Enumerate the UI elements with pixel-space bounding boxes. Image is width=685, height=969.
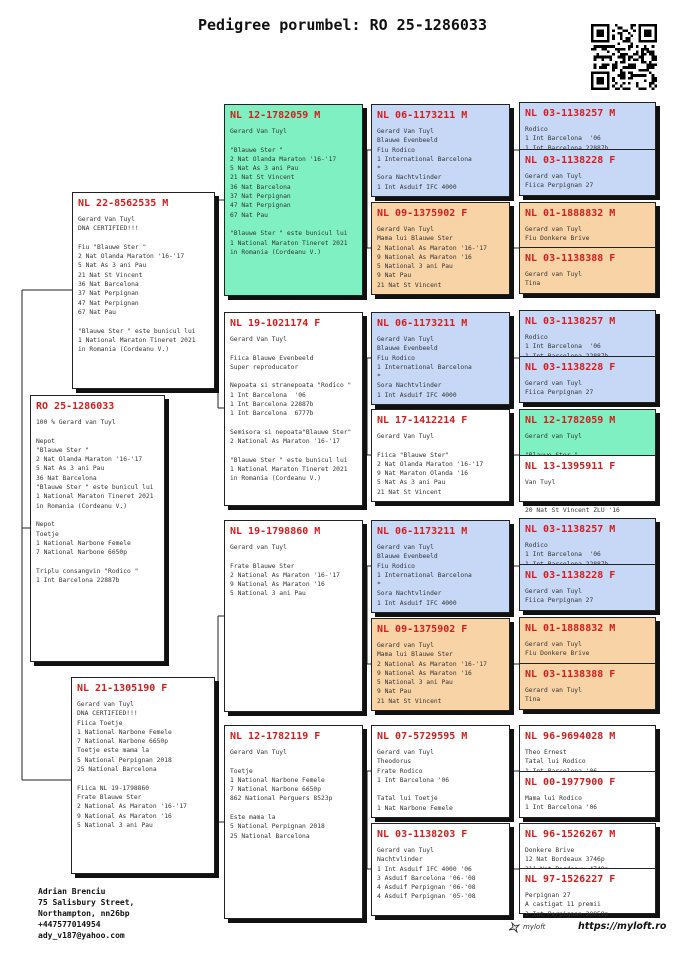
card-line: in Romania (Cordeanu V.) (36, 502, 127, 510)
card-line: 1 Int Barcelona 6777b (230, 410, 314, 418)
card-line: Blauwe Evenbeeld (377, 553, 438, 561)
pigeon-card-sds (371, 312, 510, 405)
card-line: Nachtvlinder (377, 856, 423, 864)
card-line: 5 National 3 ani Pau (77, 821, 153, 829)
card-line: Gerard van Tuyl (525, 380, 582, 387)
pigeon-card-sire-sire (224, 104, 363, 296)
card-line: 5 Nat As 3 ani Pau (377, 479, 446, 487)
card-line (525, 487, 650, 496)
pigeon-card-sss (371, 104, 510, 197)
card-line: 5 National Perpignan 2018 (230, 823, 325, 831)
card-line: Theo Ernest (525, 749, 567, 756)
breeder-address (38, 886, 134, 941)
card-line: 9 National As Maraton '16 (77, 812, 172, 820)
card-line: "Blauwe Ster " (36, 446, 90, 454)
card-line: Rodico (525, 542, 548, 549)
band-number: NL 06-1173211 M (377, 110, 468, 121)
card-line: Fiica Perpignan 27 (525, 182, 594, 190)
pigeon-card-subject (30, 395, 165, 662)
card-line: 25 National Barcelona (77, 766, 157, 774)
pigeon-card-g4-7b (519, 771, 656, 818)
band-number: NL 03-1138203 F (377, 829, 468, 840)
card-line: 1 International Barcelona (377, 363, 472, 371)
band-number: NL 13-1395911 F (525, 461, 616, 472)
card-line: Sora Nachtvlinder (377, 174, 442, 182)
card-line: Gerard Van Tuyl (377, 433, 434, 440)
card-line: 5 Nat As 3 ani Pau (78, 262, 147, 270)
pigeon-card-g4-3b (519, 356, 656, 403)
card-line: Este mama la (230, 814, 276, 822)
band-number: NL 12-1782059 M (230, 110, 321, 121)
band-number: NL 09-1375902 F (377, 624, 468, 635)
pigeon-card-ssd (371, 202, 510, 295)
card-line: 37 Nat Perpignan (230, 193, 291, 201)
card-line: 7 National Narbone 6650p (36, 549, 127, 557)
band-number: NL 00-1977900 F (525, 777, 616, 788)
card-line: Mama lui Blauwe Ster (377, 651, 453, 659)
breeder-city: Northampton, nn26bp (38, 909, 130, 918)
card-line: Toetje este mama la (77, 747, 150, 755)
card-line: "Blauwe Ster " este bunicul lui (78, 327, 196, 335)
card-line: 1 International Barcelona (377, 155, 472, 163)
breeder-street: 75 Salisbury Street, (38, 898, 135, 907)
card-line (78, 317, 209, 326)
pigeon-card-g4-8a (519, 823, 656, 869)
card-line: 1 Int Barcelona '06 (525, 551, 601, 559)
card-line: 5 National 3 ani Pau (377, 679, 453, 687)
band-number: NL 21-1305190 F (77, 683, 168, 694)
pigeon-card-ddd (371, 823, 510, 916)
card-line: 9 National As Maraton '16 (230, 581, 325, 589)
card-line: Sora Nachtvlinder (377, 590, 442, 598)
pigeon-card-dam-sire (224, 520, 363, 712)
card-line: "Blauwe Ster " este bunicul lui (230, 230, 348, 238)
card-line: 9 National As Maraton '16 (377, 669, 472, 677)
band-number: NL 03-1138228 F (525, 570, 616, 581)
card-line: Fiu "Blauwe Ster " (78, 243, 147, 251)
card-line: 25 National Barcelona (230, 832, 310, 840)
card-line (230, 804, 357, 813)
card-line: 7 National Narbone 6650p (230, 786, 321, 794)
card-line: Fiica "Blauwe Ster" (377, 451, 450, 459)
card-line (230, 552, 357, 561)
card-line: * (377, 165, 381, 173)
card-line: Fiu Donkere Brive (525, 235, 590, 243)
card-line: 1 Nat Narbone Femele (377, 804, 453, 812)
card-line: 1 Int Asduif IFC 4000 (377, 183, 457, 191)
card-line: 9 Nat Pau (377, 688, 412, 696)
card-line: 1 National Maraton Tineret 2021 (230, 466, 348, 474)
card-line: 1 National Narbone Femele (77, 728, 172, 736)
card-line: in Romania (Cordeanu V.) (230, 475, 321, 483)
card-line: Fiica Perpignan 27 (525, 389, 594, 397)
card-line: 67 Nat Pau (78, 308, 116, 316)
card-line: 3 Asduif Barcelona '06-'08 (377, 874, 476, 882)
card-line: Gerard van Tuyl (525, 588, 582, 595)
card-line: 2 National As Maraton '16-'17 (377, 660, 487, 668)
card-line: 12 Nat Bordeaux 3746p (525, 856, 605, 864)
card-line: Fiica Perpignan 27 (525, 597, 594, 605)
card-line: Blauwe Evenbeeld (377, 137, 438, 145)
card-line (377, 785, 504, 794)
card-line: 36 Nat Barcelona (230, 183, 291, 191)
card-line (230, 757, 357, 766)
band-number: NL 06-1173211 M (377, 526, 468, 537)
card-line: Super reproducator (230, 363, 299, 371)
card-line: Tatal lui Rodico (525, 758, 586, 766)
band-number: NL 97-1526227 F (525, 874, 616, 885)
pigeon-card-g4-3a (519, 310, 656, 357)
card-line: 1 Int Barcelona '06 (525, 343, 601, 351)
card-line: Van Tuyl (525, 479, 556, 486)
card-line: 4 Asduif Perpignan '05-'08 (377, 893, 476, 901)
pigeon-card-g4-5a (519, 518, 656, 565)
card-line (377, 441, 504, 450)
band-number: NL 12-1782059 M (525, 415, 616, 426)
card-line (230, 136, 357, 145)
band-number: NL 07-5729595 M (377, 731, 468, 742)
logo-text: myloft (523, 923, 546, 931)
card-line: 2 National As Maraton '16-'17 (377, 244, 487, 252)
card-line: Frate Rodico (377, 767, 423, 775)
card-line (525, 497, 650, 506)
card-line: 5 National 3 ani Pau (377, 263, 453, 271)
card-line: Toetje (230, 767, 253, 775)
card-line: 1 Int Asduif IFC 4000 '06 (377, 865, 472, 873)
card-line: Gerard van Tuyl (525, 173, 582, 180)
card-line: 1 Int Barcelona '06 (525, 804, 598, 812)
card-line (36, 427, 159, 436)
card-line: 1 Int Asduif IFC 4000 (377, 599, 457, 607)
pigeon-card-g4-5b (519, 564, 656, 611)
card-line: Triplu consangvin "Rodico " (36, 567, 139, 575)
card-line: Rodico (525, 126, 548, 133)
card-line (78, 234, 209, 243)
card-line: 21 Nat St Vincent (377, 488, 442, 496)
card-line: Fiu Rodico (377, 562, 415, 570)
card-line: Gerard van Tuyl (377, 749, 434, 756)
card-line: Frate Blauwe Ster (77, 793, 142, 801)
band-number: NL 22-8562535 M (78, 198, 169, 209)
band-number: NL 96-1526267 M (525, 829, 616, 840)
pigeon-card-sire (72, 192, 215, 389)
band-number: NL 12-1782119 F (230, 731, 321, 742)
breeder-phone: +447577014954 (38, 920, 101, 929)
card-line: 47 Nat Perpignan (78, 299, 139, 307)
page-title: Pedigree porumbel: RO 25-1286033 (198, 16, 487, 34)
card-line: 9 Nat Pau (377, 272, 412, 280)
band-number: NL 96-9694028 M (525, 731, 616, 742)
card-line: * (377, 581, 381, 589)
band-number: NL 01-1888832 M (525, 623, 616, 634)
pigeon-card-dss (371, 520, 510, 613)
card-line: 37 Nat Perpignan (78, 290, 139, 298)
card-line: Fiica NL 19-1798860 (77, 784, 150, 792)
breeder-name: Adrian Brenciu (38, 887, 106, 896)
card-line: Semisora si nepoata"Blauwe Ster" (230, 428, 352, 436)
card-line: Gerard van Tuyl (377, 642, 434, 649)
card-line (36, 557, 159, 566)
band-number: NL 03-1138388 F (525, 669, 616, 680)
card-line: * (377, 373, 381, 381)
band-number: NL 06-1173211 M (377, 318, 468, 329)
card-line (525, 441, 650, 450)
myloft-logo (508, 921, 545, 933)
pigeon-card-dds (371, 725, 510, 818)
card-line: 1 Int Barcelona 22887b (230, 401, 314, 409)
pigeon-card-g4-1b (519, 149, 656, 196)
band-number: RO 25-1286033 (36, 401, 115, 412)
card-line: 9 National As Maraton '16 (377, 253, 472, 261)
band-number: NL 03-1138257 M (525, 524, 616, 535)
card-line: Gerard van Tuyl (525, 641, 582, 648)
card-line: 1 National Maraton Tineret 2021 (36, 493, 154, 501)
card-line: 1 Int Barcelona '06 (525, 135, 601, 143)
card-line: Tina (525, 280, 541, 288)
card-line: Gerard van Tuyl (525, 687, 582, 694)
card-line: 2 National As Maraton '16-'17 (230, 571, 340, 579)
band-number: NL 03-1138228 F (525, 155, 616, 166)
card-line (36, 511, 159, 520)
card-line: 2 Nat Olanda Maraton '16-'17 (377, 460, 484, 468)
card-line: Tatal lui Toetje (377, 795, 438, 803)
card-line: Fiu Rodico (377, 354, 415, 362)
card-line: 5 National Perpignan 2018 (77, 756, 172, 764)
website-link[interactable]: https://myloft.ro (578, 921, 667, 932)
card-line: Mama lui Rodico (525, 795, 582, 802)
card-line: 5 Nat As 3 ani Pau (36, 465, 105, 473)
card-line: 47 Nat Perpignan (230, 202, 291, 210)
card-line: Nepot (36, 521, 55, 529)
card-line: in Romania (Cordeanu V.) (78, 346, 169, 354)
card-line (230, 344, 357, 353)
card-line: 2 National As Maraton '16-'17 (77, 803, 187, 811)
card-line: 2 Nat Olanda Maraton '16-'17 (36, 456, 143, 464)
card-line: 5 Nat As 3 ani Pau (230, 165, 299, 173)
card-line: Fiu Rodico (377, 146, 415, 154)
card-line: Blauwe Evenbeeld (377, 345, 438, 353)
pigeon-card-g4-6a (519, 617, 656, 664)
card-line: 1 Int Barcelona 22887b (36, 577, 120, 585)
card-line: Fiica Toetje (77, 719, 123, 727)
card-line: Gerard Van Tuyl (377, 336, 434, 343)
pigeon-card-g4-8b (519, 868, 656, 918)
card-line: Nepot (36, 437, 55, 445)
card-line: Gerard van Tuyl (77, 701, 134, 708)
card-line: 2 Nat Olanda Maraton '16-'17 (230, 155, 337, 163)
card-line: Gerard Van Tuyl (78, 216, 135, 223)
card-line: Gerard van Tuyl (230, 544, 287, 551)
card-line: "Blauwe Ster " (230, 146, 284, 154)
card-line: 21 Nat St Vincent (78, 271, 143, 279)
card-line: Tina (525, 696, 541, 704)
card-line: Gerard van Tuyl (525, 226, 582, 233)
card-line: 4 Asduif Perpignan '06-'08 (377, 884, 476, 892)
card-line: 21 Nat St Vincent (377, 281, 442, 289)
card-line: 1 Int Barcelona '06 (377, 776, 450, 784)
card-line: 1 National Narbone Femele (230, 776, 325, 784)
qr-code (591, 24, 657, 90)
card-line: Gerard Van Tuyl (377, 128, 434, 135)
card-line: Mama lui Blauwe Ster (377, 235, 453, 243)
card-line: 1 International Barcelona (377, 571, 472, 579)
card-line (77, 774, 209, 783)
card-line: 862 National Perguers 8523p (230, 795, 333, 803)
breeder-email: ady_v187@yahoo.com (38, 931, 125, 940)
card-line: 2 National As Maraton '16-'17 (230, 438, 340, 446)
card-line: 1 National Narbone Femele (36, 539, 131, 547)
card-line (230, 419, 357, 428)
pigeon-card-dsd (371, 618, 510, 711)
card-line (230, 372, 357, 381)
card-line: 20 Nat St Vincent ZLU '16 (525, 506, 620, 514)
card-line: 5 National 3 ani Pau (230, 590, 306, 598)
card-line: in Romania (Cordeanu V.) (230, 248, 321, 256)
band-number: NL 03-1138388 F (525, 253, 616, 264)
card-line: Gerard Van Tuyl (230, 749, 287, 756)
card-line (230, 447, 357, 456)
card-line: 2 Nat Olanda Maraton '16-'17 (78, 253, 185, 261)
pigeon-card-g4-4a (519, 409, 656, 456)
card-line: Nepoata si stranepoata "Rodico " (230, 382, 352, 390)
card-line: Theodorus (377, 758, 412, 766)
band-number: NL 19-1021174 F (230, 318, 321, 329)
pigeon-card-g4-1a (519, 102, 656, 150)
card-line: 9 Nat Maraton Olanda '16 (377, 470, 468, 478)
card-line: 1 Int Barcelona '06 (230, 391, 306, 399)
card-line: 36 Nat Barcelona (36, 474, 97, 482)
card-line: Fiu Donkere Brive (525, 650, 590, 658)
card-line: Perpignan 27 (525, 892, 571, 899)
pigeon-card-sire-dam (224, 312, 363, 506)
card-line: Gerard van Tuyl (377, 544, 434, 551)
card-line: 100 % Gerard van Tuyl (36, 419, 116, 426)
card-line: 21 Nat St Vincent (230, 174, 295, 182)
card-line: Fiica Blauwe Evenbeeld (230, 354, 314, 362)
card-line: Gerard van Tuyl (525, 433, 582, 440)
card-line: DNA CERTIFIED!!! (78, 225, 139, 233)
card-line: Toetje (36, 530, 59, 538)
card-line: Gerard Van Tuyl (230, 336, 287, 343)
card-line: Rodico (525, 334, 548, 341)
card-line: Frate Blauwe Ster (230, 562, 295, 570)
card-line: Gerard van Tuyl (525, 271, 582, 278)
card-line (230, 220, 357, 229)
card-line: "Blauwe Ster " este bunicul lui (36, 484, 154, 492)
card-line: A castigat 11 premii (525, 901, 601, 909)
pigeon-card-g4-6b (519, 663, 656, 710)
pigeon-card-g4-4b (519, 455, 656, 514)
band-number: NL 03-1138257 M (525, 316, 616, 327)
card-line: 1 Int Asduif IFC 4000 (377, 391, 457, 399)
card-line: 21 Nat St Vincent (377, 697, 442, 705)
card-line: 3 Int Perpignan 20859p (525, 910, 609, 918)
card-line: Sora Nachtvlinder (377, 382, 442, 390)
band-number: NL 01-1888832 M (525, 208, 616, 219)
card-line: Donkere Brive (525, 847, 575, 854)
card-line: Gerard Van Tuyl (377, 226, 434, 233)
card-line: "Blauwe Ster " este bunicul lui (230, 456, 348, 464)
pigeon-card-g4-7a (519, 725, 656, 772)
card-line: 67 Nat Pau (230, 211, 268, 219)
pigeon-card-g4-2b (519, 247, 656, 294)
card-line: 1 National Maraton Tineret 2021 (230, 239, 348, 247)
pigeon-card-g4-2a (519, 202, 656, 248)
card-line: 1 National Maraton Tineret 2021 (78, 336, 196, 344)
band-number: NL 03-1138228 F (525, 362, 616, 373)
card-line: Gerard van Tuyl (377, 847, 434, 854)
pigeon-logo-icon (508, 921, 520, 933)
card-line: 36 Nat Barcelona (78, 281, 139, 289)
card-line: 7 National Narbone 6650p (77, 738, 168, 746)
band-number: NL 19-1798860 M (230, 526, 321, 537)
band-number: NL 17-1412214 F (377, 415, 468, 426)
card-line: Gerard Van Tuyl (230, 128, 287, 135)
card-line: DNA CERTIFIED!!! (77, 710, 138, 718)
pigeon-card-sdd (371, 409, 510, 502)
pigeon-card-dam-dam (224, 725, 363, 919)
band-number: NL 03-1138257 M (525, 108, 616, 119)
pigeon-card-dam (71, 677, 215, 874)
band-number: NL 09-1375902 F (377, 208, 468, 219)
